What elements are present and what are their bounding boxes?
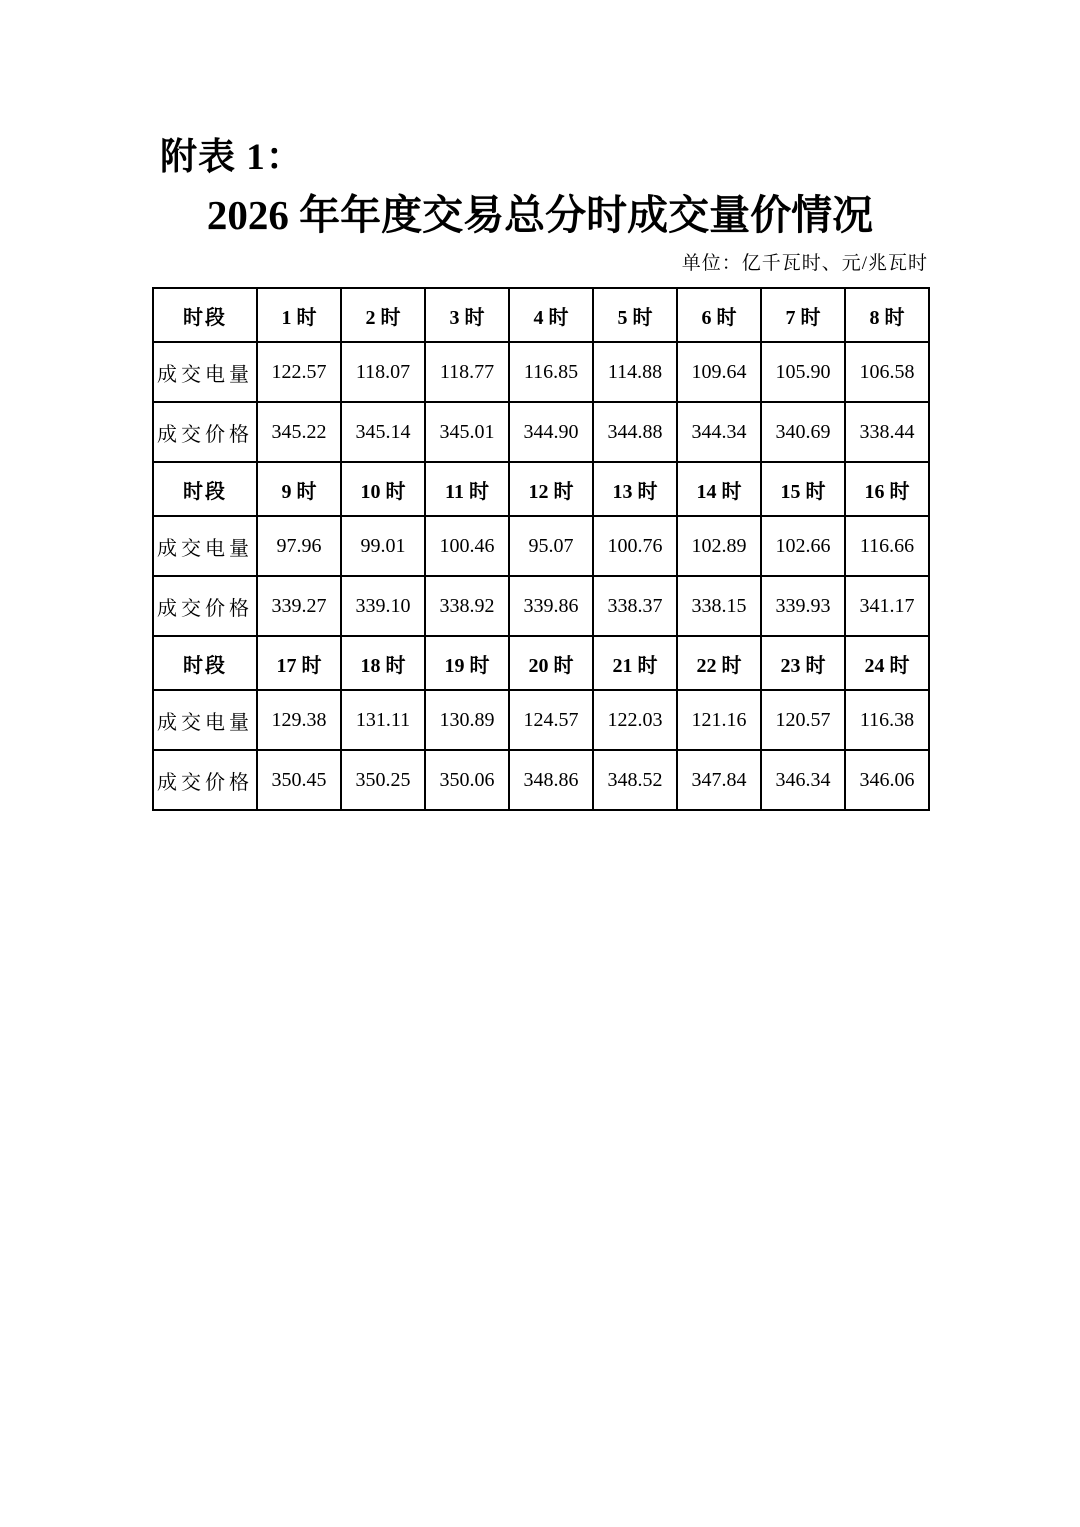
value-cell: 344.34 [677, 402, 761, 462]
hour-cell: 12 时 [509, 462, 593, 516]
appendix-label: 附表 1： [160, 137, 304, 178]
value-cell: 350.45 [257, 750, 341, 810]
value-cell: 118.77 [425, 342, 509, 402]
value-cell: 100.46 [425, 516, 509, 576]
value-cell: 339.93 [761, 576, 845, 636]
value-cell: 338.92 [425, 576, 509, 636]
value-cell: 350.25 [341, 750, 425, 810]
value-cell: 102.66 [761, 516, 845, 576]
value-cell: 120.57 [761, 690, 845, 750]
hour-cell: 14 时 [677, 462, 761, 516]
hour-cell: 15 时 [761, 462, 845, 516]
value-cell: 338.44 [845, 402, 929, 462]
hour-cell: 2 时 [341, 288, 425, 342]
value-cell: 345.01 [425, 402, 509, 462]
hour-cell: 1 时 [257, 288, 341, 342]
value-cell: 97.96 [257, 516, 341, 576]
hour-cell: 19 时 [425, 636, 509, 690]
value-cell: 346.06 [845, 750, 929, 810]
hour-cell: 9 时 [257, 462, 341, 516]
value-cell: 121.16 [677, 690, 761, 750]
period-label-cell: 时段 [153, 636, 257, 690]
value-cell: 124.57 [509, 690, 593, 750]
volume-row [153, 516, 929, 576]
period-label-cell: 时段 [153, 288, 257, 342]
value-cell: 348.52 [593, 750, 677, 810]
period-header-row [153, 636, 929, 690]
price-row [153, 402, 929, 462]
period-header-row [153, 462, 929, 516]
hourly-trade-table [152, 287, 930, 811]
row-label-cell: 成交价格 [153, 402, 257, 462]
hour-cell: 22 时 [677, 636, 761, 690]
hour-cell: 21 时 [593, 636, 677, 690]
value-cell: 122.03 [593, 690, 677, 750]
row-label-cell: 成交价格 [153, 576, 257, 636]
hour-cell: 20 时 [509, 636, 593, 690]
hour-cell: 3 时 [425, 288, 509, 342]
value-cell: 100.76 [593, 516, 677, 576]
value-cell: 129.38 [257, 690, 341, 750]
value-cell: 341.17 [845, 576, 929, 636]
hour-cell: 8 时 [845, 288, 929, 342]
hour-cell: 5 时 [593, 288, 677, 342]
value-cell: 116.38 [845, 690, 929, 750]
hour-cell: 24 时 [845, 636, 929, 690]
value-cell: 346.34 [761, 750, 845, 810]
value-cell: 338.37 [593, 576, 677, 636]
hour-cell: 16 时 [845, 462, 929, 516]
hour-cell: 17 时 [257, 636, 341, 690]
value-cell: 345.14 [341, 402, 425, 462]
hour-cell: 11 时 [425, 462, 509, 516]
value-cell: 109.64 [677, 342, 761, 402]
value-cell: 106.58 [845, 342, 929, 402]
volume-row [153, 690, 929, 750]
hour-cell: 13 时 [593, 462, 677, 516]
row-label-cell: 成交电量 [153, 690, 257, 750]
value-cell: 338.15 [677, 576, 761, 636]
value-cell: 116.85 [509, 342, 593, 402]
page-title: 2026 年年度交易总分时成交量价情况 [206, 192, 874, 238]
value-cell: 102.89 [677, 516, 761, 576]
period-label-cell: 时段 [153, 462, 257, 516]
row-label-cell: 成交价格 [153, 750, 257, 810]
value-cell: 340.69 [761, 402, 845, 462]
unit-note: 单位：亿千瓦时、元/兆瓦时 [681, 253, 928, 274]
value-cell: 116.66 [845, 516, 929, 576]
value-cell: 105.90 [761, 342, 845, 402]
value-cell: 348.86 [509, 750, 593, 810]
value-cell: 114.88 [593, 342, 677, 402]
hour-cell: 10 时 [341, 462, 425, 516]
hour-cell: 4 时 [509, 288, 593, 342]
value-cell: 131.11 [341, 690, 425, 750]
row-label-cell: 成交电量 [153, 516, 257, 576]
row-label-cell: 成交电量 [153, 342, 257, 402]
value-cell: 130.89 [425, 690, 509, 750]
value-cell: 339.27 [257, 576, 341, 636]
hour-cell: 7 时 [761, 288, 845, 342]
hour-cell: 18 时 [341, 636, 425, 690]
value-cell: 118.07 [341, 342, 425, 402]
value-cell: 339.86 [509, 576, 593, 636]
hour-cell: 6 时 [677, 288, 761, 342]
period-header-row [153, 288, 929, 342]
value-cell: 122.57 [257, 342, 341, 402]
value-cell: 350.06 [425, 750, 509, 810]
price-row [153, 750, 929, 810]
value-cell: 95.07 [509, 516, 593, 576]
value-cell: 344.88 [593, 402, 677, 462]
value-cell: 345.22 [257, 402, 341, 462]
value-cell: 347.84 [677, 750, 761, 810]
value-cell: 99.01 [341, 516, 425, 576]
value-cell: 344.90 [509, 402, 593, 462]
volume-row [153, 342, 929, 402]
hour-cell: 23 时 [761, 636, 845, 690]
value-cell: 339.10 [341, 576, 425, 636]
price-row [153, 576, 929, 636]
